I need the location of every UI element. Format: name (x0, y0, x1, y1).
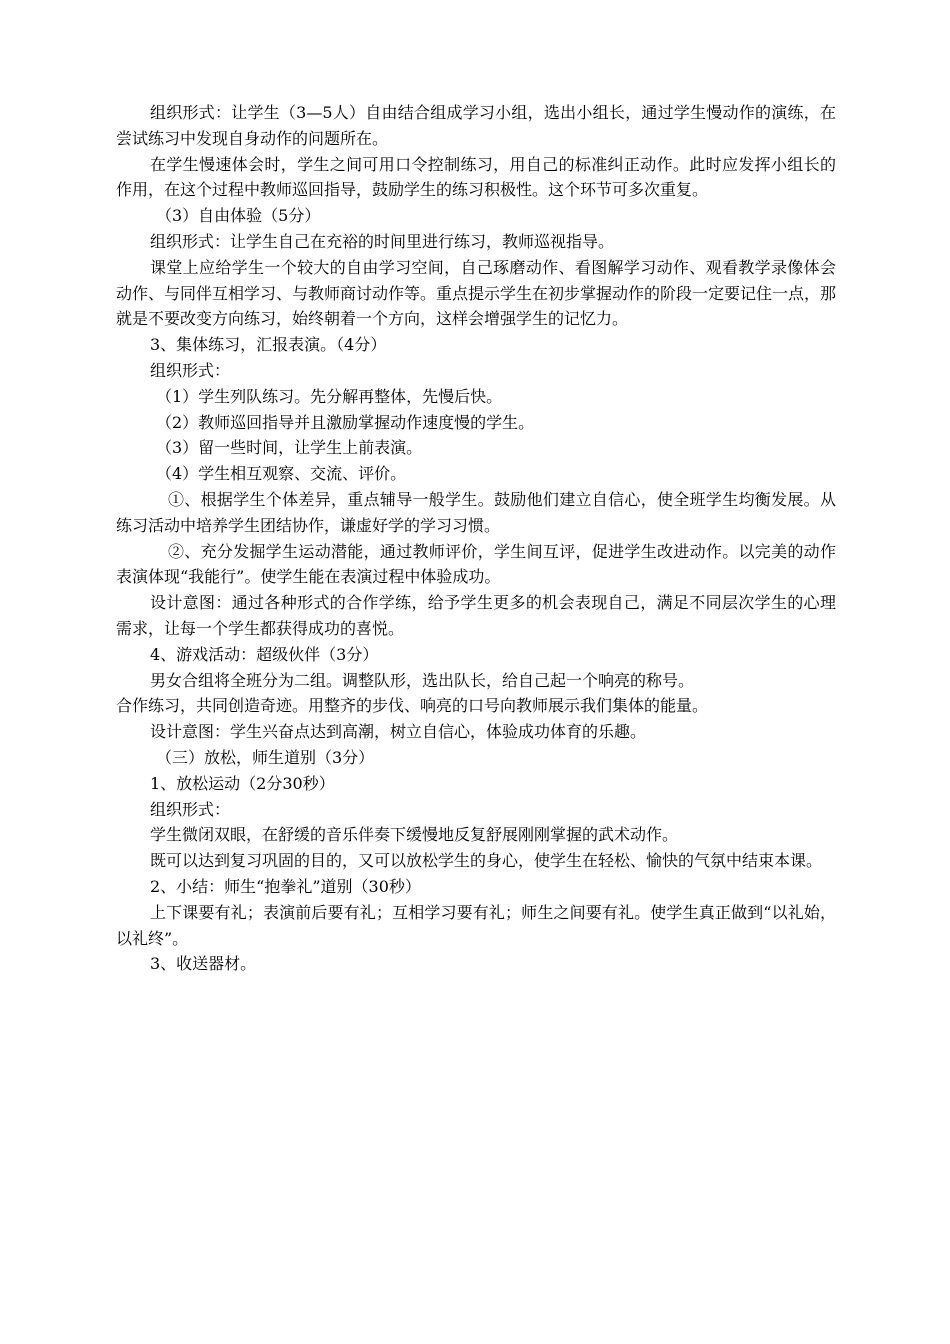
paragraph: 组织形式：让学生（3—5人）自由结合组成学习小组，选出小组长，通过学生慢动作的演练，在尝试练习中发现自身动作的问题所在。 (116, 103, 836, 148)
list-item: （4）学生相互观察、交流、评价。 (156, 464, 407, 484)
paragraph: 在学生慢速体会时，学生之间可用口令控制练习，用自己的标准纠正动作。此时应发挥小组长的作用，在这个过程中教师巡回指导，鼓励学生的练习积极性。这个环节可多次重复。 (116, 154, 836, 200)
list-item: ①、根据学生个体差异，重点辅导一般学生。鼓励他们建立自信心，使全班学生均衡发展。从练习活动中培养学生团结协作，谦虚好学的学习习惯。 (116, 489, 836, 535)
paragraph: 3、收送器材。 (150, 954, 257, 974)
paragraph: 组织形式：让学生自己在充裕的时间里进行练习，教师巡视指导。 (150, 231, 615, 251)
paragraph: 上下课要有礼；表演前后要有礼；互相学习要有礼；师生之间要有礼。使学生真正做到“以礼始，以礼终”。 (116, 902, 836, 948)
paragraph: 设计意图：通过各种形式的合作学练，给予学生更多的机会表现自己，满足不同层次学生的心理需求，让每一个学生都获得成功的喜悦。 (116, 593, 836, 638)
list-item: ②、充分发掘学生运动潜能，通过教师评价，学生间互评，促进学生改进动作。以完美的动作表演体现“我能行”。使学生能在表演过程中体验成功。 (116, 541, 836, 587)
list-item: （3）留一些时间，让学生上前表演。 (156, 438, 423, 458)
paragraph: 合作练习，共同创造奇迹。用整齐的步伐、响亮的口号向教师展示我们集体的能量。 (116, 696, 709, 716)
section-heading: 2、小结：师生“抱拳礼”道别（30秒） (150, 876, 421, 896)
section-heading: 4、游戏活动：超级伙伴（3分） (150, 644, 379, 664)
paragraph: 组织形式： (150, 799, 231, 819)
section-heading: 3、集体练习，汇报表演。（4分） (150, 335, 387, 355)
paragraph: 课堂上应给学生一个较大的自由学习空间，自己琢磨动作、看图解学习动作、观看教学录像体会动作、与同伴互相学习、与教师商讨动作等。重点提示学生在初步掌握动作的阶段一定要记住一点，那就是不要改变方向练习，始终朝着一个方向，这样会增强学生的记忆力。 (116, 257, 837, 329)
list-item: （2）教师巡回指导并且激励掌握动作速度慢的学生。 (156, 412, 535, 432)
section-heading: （3）自由体验（5分） (156, 206, 321, 226)
paragraph: 组织形式： (150, 360, 231, 380)
section-heading: 1、放松运动（2分30秒） (150, 773, 335, 793)
paragraph: 既可以达到复习巩固的目的，又可以放松学生的身心，使学生在轻松、愉快的气氛中结束本课。 (150, 851, 823, 871)
list-item: （1）学生列队练习。先分解再整体，先慢后快。 (156, 386, 503, 406)
section-heading: （三）放松，师生道别（3分） (156, 747, 375, 767)
document-body (116, 100, 836, 977)
paragraph: 设计意图：学生兴奋点达到高潮，树立自信心，体验成功体育的乐趣。 (150, 722, 647, 742)
paragraph: 男女合组将全班分为二组。调整队形，选出队长，给自己起一个响亮的称号。 (150, 670, 695, 690)
paragraph: 学生微闭双眼，在舒缓的音乐伴奏下缓慢地反复舒展刚刚掌握的武术动作。 (150, 825, 679, 845)
